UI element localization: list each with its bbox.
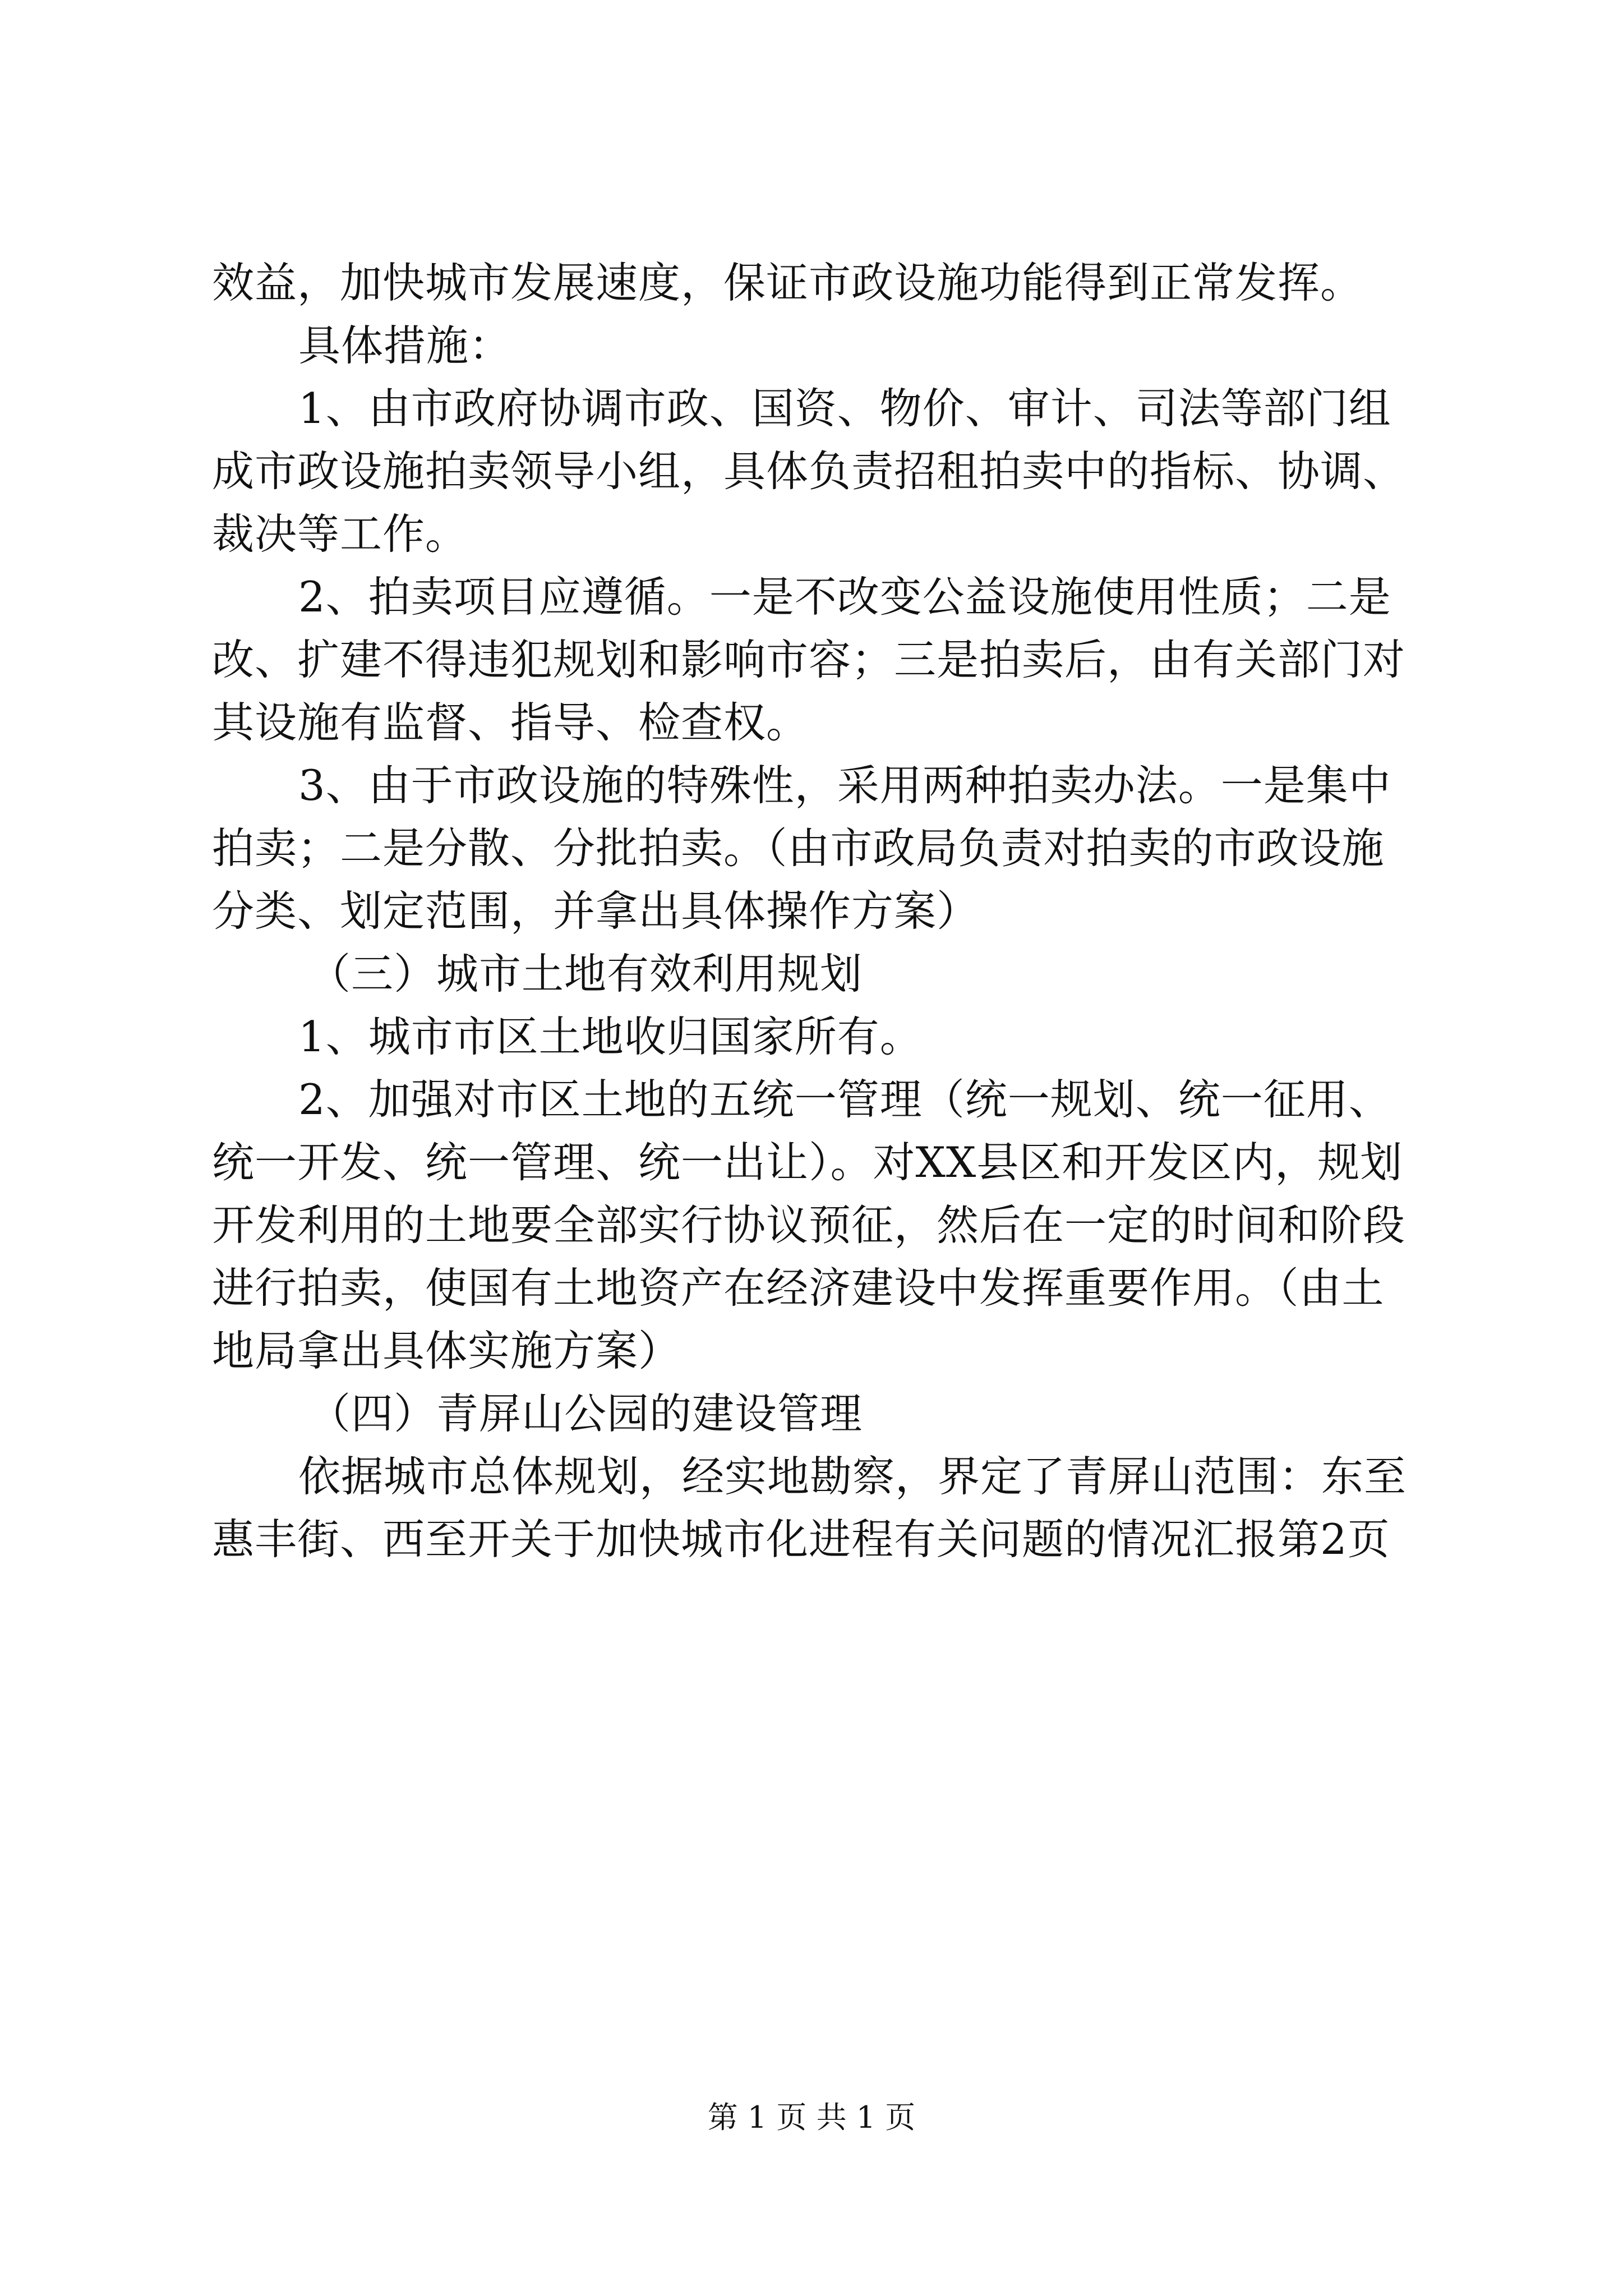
text-line: 惠丰街、西至开关于加快城市化进程有关问题的情况汇报第2页 (212, 1515, 1390, 1564)
section-heading: （四）青屏山公园的建设管理 (308, 1389, 863, 1438)
text-line: 依据城市总体规划，经实地勘察，界定了青屏山范围：东至 (298, 1452, 1407, 1501)
text-line: 1、城市市区土地收归国家所有。 (298, 1012, 923, 1061)
text-line: 裁决等工作。 (212, 509, 468, 559)
text-line: 改、扩建不得违犯规划和影响市容；三是拍卖后，由有关部门对 (212, 635, 1406, 684)
text-line: 效益，加快城市发展速度，保证市政设施功能得到正常发挥。 (212, 258, 1363, 307)
document-body (212, 251, 1423, 1571)
text-line: 成市政设施拍卖领导小组，具体负责招租拍卖中的指标、协调、 (212, 447, 1406, 496)
text-line: 统一开发、统一管理、统一出让）。对XX县区和开发区内，规划 (212, 1138, 1403, 1187)
text-line: 2、加强对市区土地的五统一管理（统一规划、统一征用、 (298, 1075, 1391, 1124)
text-line: 其设施有监督、指导、检查权。 (212, 698, 809, 747)
text-line: 2、拍卖项目应遵循。一是不改变公益设施使用性质；二是 (298, 572, 1391, 622)
text-line: 进行拍卖，使国有土地资产在经济建设中发挥重要作用。（由土 (212, 1263, 1385, 1313)
section-heading: （三）城市土地有效利用规划 (308, 949, 863, 999)
text-line: 开发利用的土地要全部实行协议预征，然后在一定的时间和阶段 (212, 1200, 1406, 1250)
text-line: 具体措施： (298, 321, 512, 370)
page-footer: 第 1 页 共 1 页 (707, 2100, 916, 2135)
text-line: 3、由于市政设施的特殊性，采用两种拍卖办法。一是集中 (298, 761, 1391, 810)
text-line: 地局拿出具体实施方案） (212, 1326, 681, 1375)
text-line: 拍卖；二是分散、分批拍卖。（由市政局负责对拍卖的市政设施 (212, 823, 1385, 873)
text-line: 1、由市政府协调市政、国资、物价、审计、司法等部门组 (298, 384, 1391, 433)
text-line: 分类、划定范围，并拿出具体操作方案） (212, 886, 980, 936)
